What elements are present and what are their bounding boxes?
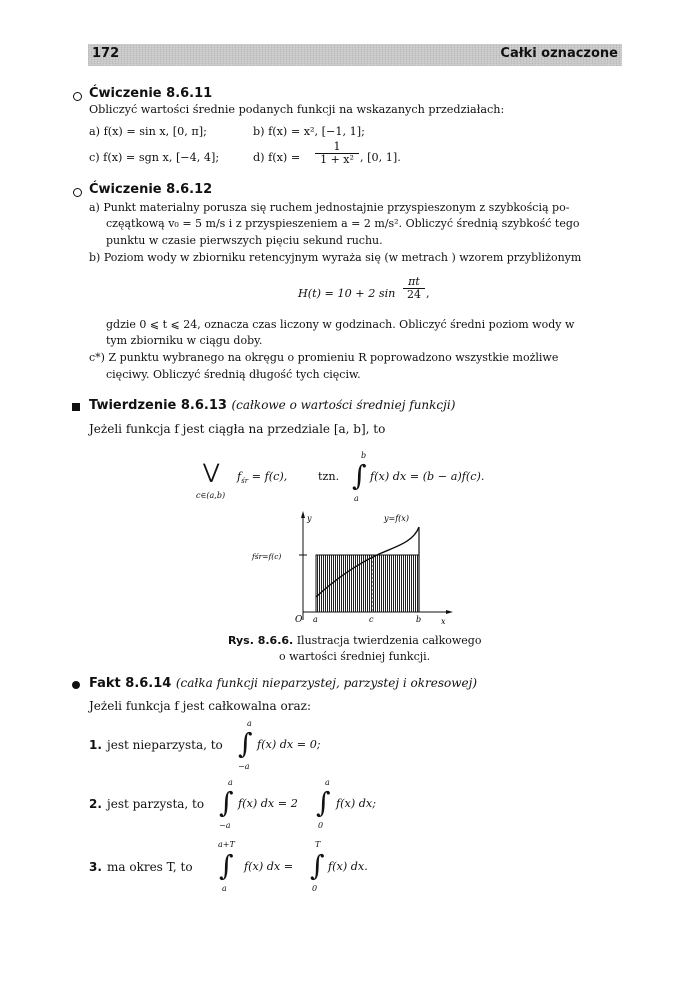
mean-value-figure	[245, 505, 455, 625]
item1-upper: a	[247, 719, 252, 728]
tzn-text: tzn.	[318, 470, 340, 483]
x-axis-label: x	[441, 617, 446, 625]
x-axis-arrow	[446, 610, 453, 614]
curve-label: y=f(x)	[384, 514, 409, 523]
vee-subscript: c∈(a,b)	[196, 491, 226, 500]
item3-equation-1: f(x) dx =	[244, 860, 294, 873]
page-number: 172	[92, 46, 120, 61]
f-equation: = f(c),	[248, 470, 288, 483]
exercise-2-c-line2: cięciwy. Obliczyć średnią długość tych cięciw.	[106, 368, 361, 381]
integral-sign: ∫	[219, 786, 234, 819]
fact-line1: Jeżeli funkcja f jest całkowalna oraz:	[89, 699, 311, 713]
item3-lower-2: 0	[312, 884, 318, 893]
level-label: fśr=f(c)	[252, 552, 282, 561]
figure-caption-1	[228, 634, 481, 648]
integral-sign: ∫	[310, 849, 325, 882]
exercise-2-b-line2: gdzie 0 ⩽ t ⩽ 24, oznacza czas liczony w godzinach. Obliczyć średni poziom wody w	[106, 318, 575, 331]
exercise-1-a: a) f(x) = sin x, [0, π];	[89, 125, 207, 138]
y-axis-arrow	[301, 511, 305, 518]
fraction-denominator: 24	[407, 288, 421, 301]
item2-equation-1: f(x) dx = 2	[238, 797, 298, 810]
exercise-circle-icon	[73, 188, 82, 197]
chapter-title: Całki oznaczone	[500, 46, 618, 61]
item2-lower: −a	[219, 821, 231, 830]
exercise-circle-icon	[73, 92, 82, 101]
page-header	[88, 44, 622, 66]
exercise-2-c-line1: c*) Z punktu wybranego na okręgu o promieniu R poprowadzono wszystkie możliwe	[89, 351, 559, 364]
formula-left: H(t) = 10 + 2 sin	[298, 287, 396, 300]
item2-lower-2: 0	[318, 821, 324, 830]
theorem-square-icon	[72, 403, 80, 411]
item3-upper: a+T	[218, 840, 235, 849]
fraction-numerator: 1	[315, 141, 359, 154]
item3-number: 3.	[89, 860, 102, 874]
integral-lower: a	[354, 494, 359, 503]
exercise-1-d-prefix: d) f(x) =	[253, 151, 301, 164]
figure-caption-2: o wartości średniej funkcji.	[279, 650, 431, 663]
theorem-subtitle: (całkowe o wartości średniej funkcji)	[231, 398, 456, 412]
exercise-1-title: Ćwiczenie 8.6.11	[89, 86, 213, 101]
integral-upper: b	[361, 451, 367, 460]
exercise-2-a-line3: punktu w czasie pierwszych pięciu sekund ruchu.	[106, 234, 383, 247]
fraction-numerator: πt	[403, 276, 425, 289]
tick-c-label: c	[369, 615, 374, 624]
exercise-2-b-line1: b) Poziom wody w zbiorniku retencyjnym wyraża się (w metrach ) wzorem przybliżonym	[89, 251, 582, 264]
exercise-1-d-interval: , [0, 1].	[360, 151, 401, 164]
exercise-2-a-line2: częątkową v₀ = 5 m/s i z przyspieszeniem a = 2 m/s². Obliczyć średnią szybkość tego	[106, 217, 580, 230]
item3-equation-2: f(x) dx.	[328, 860, 368, 873]
integral-sign: ∫	[238, 727, 253, 760]
formula-fraction	[403, 276, 425, 301]
fraction-denominator: 1 + x²	[320, 153, 354, 166]
exercise-2-title: Ćwiczenie 8.6.12	[89, 182, 213, 197]
fact-heading	[89, 676, 477, 691]
exercise-2-b-line3: tym zbiorniku w ciągu doby.	[106, 334, 263, 347]
tick-b-label: b	[416, 615, 422, 624]
exercise-1-intro: Obliczyć wartości średnie podanych funkcji na wskazanych przedziałach:	[89, 103, 505, 116]
integral-equation: f(x) dx = (b − a)f(c).	[370, 470, 485, 483]
fact-title: Fakt 8.6.14	[89, 676, 172, 691]
figure-caption-text: Ilustracja twierdzenia całkowego	[296, 634, 482, 647]
integral-sign: ∫	[219, 849, 234, 882]
fact-bullet-icon	[72, 681, 80, 689]
f-symbol: f	[237, 470, 242, 483]
item2-number: 2.	[89, 797, 102, 811]
integral-sign: ∫	[316, 786, 331, 819]
fact-subtitle: (całka funkcji nieparzystej, parzystej i okresowej)	[175, 676, 478, 690]
integral-sign: ∫	[352, 459, 367, 492]
y-axis-label: y	[307, 514, 312, 523]
item3-text: ma okres T, to	[107, 860, 193, 874]
origin-label: O	[295, 615, 303, 625]
item2-upper-2: a	[325, 778, 330, 787]
item1-number: 1.	[89, 738, 102, 752]
item2-equation-2: f(x) dx;	[336, 797, 376, 810]
exercise-1-b: b) f(x) = x², [−1, 1];	[253, 125, 365, 138]
item3-lower: a	[222, 884, 227, 893]
exercise-1-d-fraction	[315, 141, 359, 166]
item2-upper: a	[228, 778, 233, 787]
figure-label: Rys. 8.6.6.	[228, 634, 294, 647]
exercise-1-c: c) f(x) = sgn x, [−4, 4];	[89, 151, 220, 164]
exercise-2-a-line1: a) Punkt materialny porusza się ruchem jednostajnie przyspieszonym z szybkością po-	[89, 201, 570, 214]
item1-equation: f(x) dx = 0;	[257, 738, 321, 751]
item1-lower: −a	[238, 762, 250, 771]
vee-symbol: ⋁	[203, 459, 220, 483]
theorem-line1: Jeżeli funkcja f jest ciągła na przedziale [a, b], to	[89, 422, 386, 436]
item3-upper-2: T	[315, 840, 321, 849]
formula-comma: ,	[426, 287, 430, 300]
f-subscript: śr	[241, 477, 249, 486]
theorem-title: Twierdzenie 8.6.13	[89, 398, 227, 413]
f-mean	[237, 470, 287, 488]
item1-text: jest nieparzysta, to	[107, 738, 223, 752]
theorem-heading	[89, 398, 455, 413]
item2-text: jest parzysta, to	[107, 797, 205, 811]
tick-a-label: a	[313, 615, 318, 624]
